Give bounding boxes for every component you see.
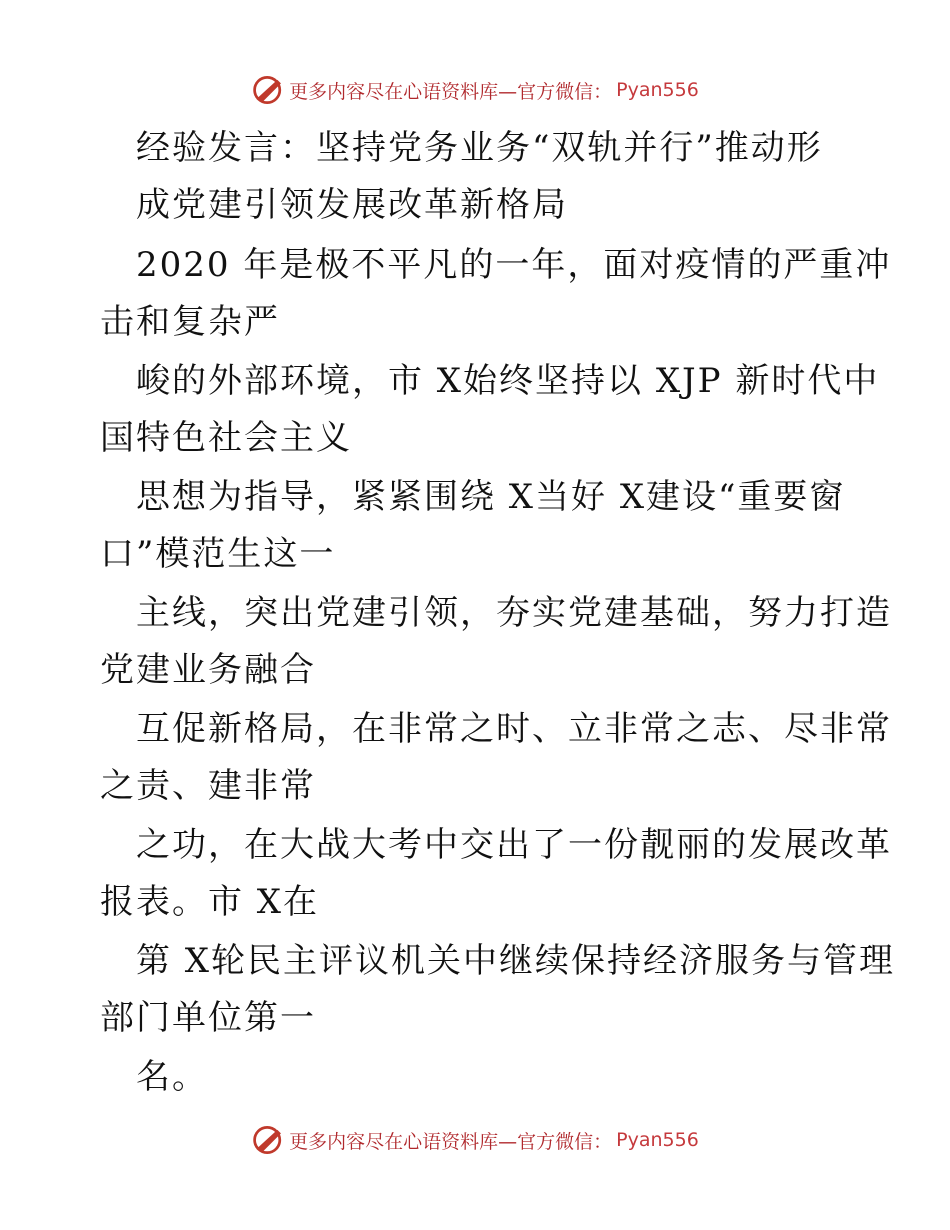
paragraph-line: 之责、建非常	[100, 766, 316, 806]
paragraph-line: 峻的外部环境，市 X始终坚持以 XJP 新时代中	[136, 361, 880, 401]
paragraph-line: 击和复杂严	[100, 302, 280, 342]
paragraph-line: 部门单位第一	[100, 998, 316, 1038]
paragraph-line: 思想为指导，紧紧围绕 X当好 X建设“重要窗	[136, 477, 846, 517]
pen-logo-icon	[251, 1122, 287, 1158]
banner-wechat-handle: Pyan556	[616, 1129, 699, 1151]
banner-wechat-handle: Pyan556	[616, 79, 699, 101]
paragraph-line: 主线，突出党建引领，夯实党建基础，努力打造	[136, 593, 892, 633]
paragraph-line: 互促新格局，在非常之时、立非常之志、尽非常	[136, 709, 892, 749]
paragraph-line: 口”模范生这一	[100, 534, 336, 574]
paragraph-line: 2020 年是极不平凡的一年，面对疫情的严重冲	[136, 245, 892, 285]
title-line-1: 经验发言：坚持党务业务“双轨并行”推动形	[136, 128, 823, 168]
paragraph-line: 国特色社会主义	[100, 418, 352, 458]
paragraph-line: 之功，在大战大考中交出了一份靓丽的发展改革	[136, 825, 892, 865]
banner-site-text: 更多内容尽在心语资料库—官方微信：	[289, 1130, 613, 1153]
paragraph-line: 报表。市 X在	[100, 882, 320, 922]
footer-banner	[0, 1120, 950, 1160]
paragraph-line: 名。	[136, 1057, 208, 1097]
paragraph-line: 党建业务融合	[100, 650, 316, 690]
title-line-2: 成党建引领发展改革新格局	[136, 185, 568, 225]
banner-site-text: 更多内容尽在心语资料库—官方微信：	[289, 80, 613, 103]
paragraph-line: 第 X轮民主评议机关中继续保持经济服务与管理	[136, 941, 896, 981]
